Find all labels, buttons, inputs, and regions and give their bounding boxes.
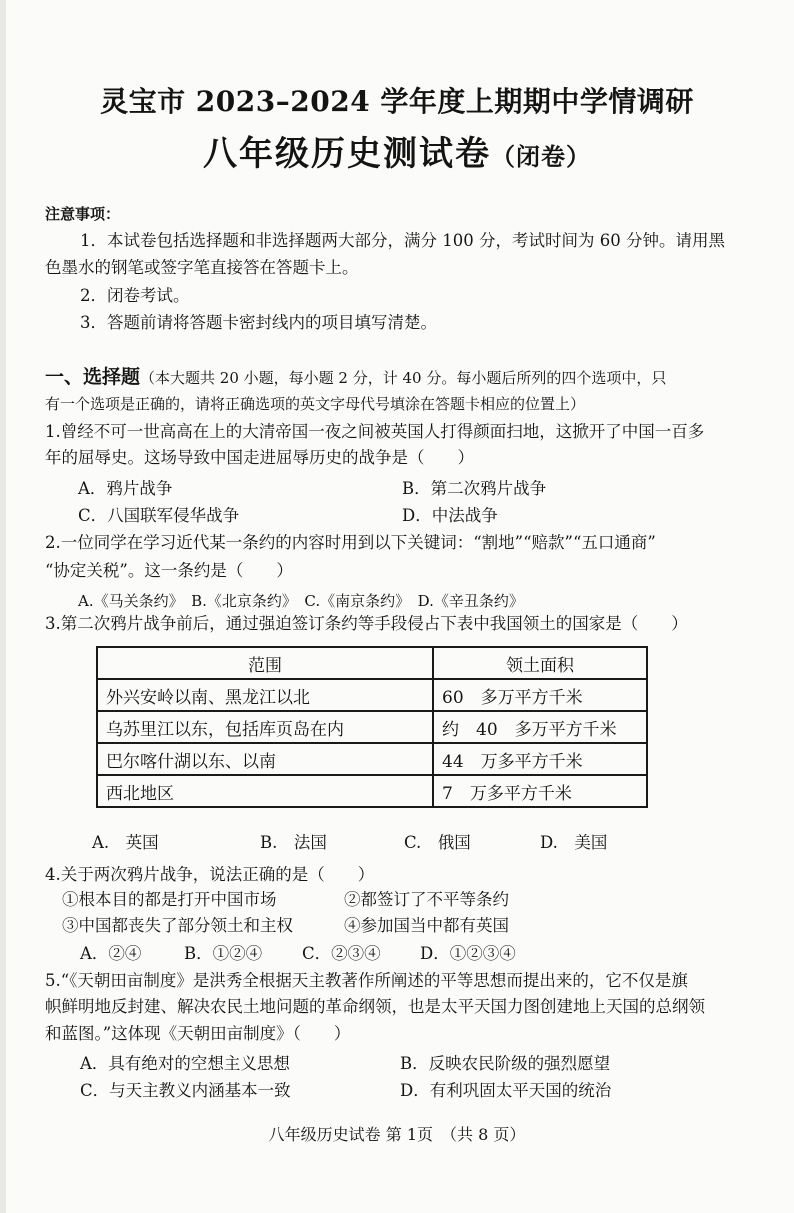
q5-option-a: A．具有绝对的空想主义思想 <box>80 1054 290 1073</box>
table-header-area: 领土面积 <box>433 647 647 679</box>
table-header-range: 范围 <box>97 647 433 679</box>
notes-item-2: 2．闭卷考试。 <box>80 286 190 305</box>
notes-heading: 注意事项： <box>45 205 121 223</box>
notes-item-1-line-1: 1．本试卷包括选择题和非选择题两大部分，满分 100 分，考试时间为 60 分钟。请用黑 <box>80 231 725 250</box>
q5-option-b: B．反映农民阶级的强烈愿望 <box>400 1054 611 1073</box>
table-cell-area: 约 40 多万平方千米 <box>433 711 647 743</box>
table-row <box>97 679 647 711</box>
territory-table <box>96 646 648 808</box>
q1-option-d: D．中法战争 <box>402 506 498 525</box>
q3-option-d: D. 美国 <box>540 833 608 852</box>
q5-line-2: 帜鲜明地反封建、解决农民土地问题的革命纲领，也是太平天国力图创建地上天国的总纲领 <box>45 997 705 1016</box>
q1-line-2: 年的屈辱史。这场导致中国走进屈辱历史的战争是（ ） <box>45 448 474 467</box>
q5-line-3: 和蓝图。”这体现《天朝田亩制度》（ ） <box>45 1024 351 1043</box>
exam-title-main: 八年级历史测试卷 <box>203 134 491 174</box>
table-cell-range: 外兴安岭以南、黑龙江以北 <box>97 679 433 711</box>
q4-option-b: B．①②④ <box>184 944 263 963</box>
table-row <box>97 711 647 743</box>
q4-option-c: C．②③④ <box>302 944 381 963</box>
q1-option-b: B．第二次鸦片战争 <box>402 479 547 498</box>
q3-option-b: B. 法国 <box>260 833 327 852</box>
q4-option-a: A．②④ <box>80 944 142 963</box>
q4-statement-1: ①根本目的都是打开中国市场 <box>62 890 277 909</box>
q5-option-c: C．与天主教义内涵基本一致 <box>80 1081 291 1100</box>
page-footer: 八年级历史试卷 第 1页 （共 8 页） <box>268 1125 526 1144</box>
exam-title-line2 <box>0 126 794 175</box>
notes-item-1-line-2: 色墨水的钢笔或签字笔直接答在答题卡上。 <box>45 258 359 277</box>
table-cell-range: 乌苏里江以东，包括库页岛在内 <box>97 711 433 743</box>
exam-title-line1: 灵宝市 2023–2024 学年度上期期中学情调研 <box>100 85 694 118</box>
q2-line-1: 2.一位同学在学习近代某一条约的内容时用到以下关键词：“割地”“赔款”“五口通商” <box>45 533 656 552</box>
table-row <box>97 743 647 775</box>
q1-line-1: 1.曾经不可一世高高在上的大清帝国一夜之间被英国人打得颜面扫地，这掀开了中国一百多 <box>45 422 705 441</box>
table-row <box>97 775 647 807</box>
q4-line-1: 4.关于两次鸦片战争，说法正确的是（ ） <box>45 865 375 884</box>
q2-options: A.《马关条约》 B.《北京条约》 C.《南京条约》 D.《辛丑条约》 <box>78 592 524 610</box>
q3-option-c: C. 俄国 <box>404 833 471 852</box>
table-cell-range: 巴尔喀什湖以东、以南 <box>97 743 433 775</box>
q4-statement-4: ④参加国当中都有英国 <box>344 916 509 935</box>
section-1-title: 一、选择题 <box>45 366 141 388</box>
table-cell-area: 44 万多平方千米 <box>433 743 647 775</box>
table-cell-range: 西北地区 <box>97 775 433 807</box>
q3-option-a: A. 英国 <box>92 833 159 852</box>
q4-statement-3: ③中国都丧失了部分领土和主权 <box>62 916 293 935</box>
q5-option-d: D．有利巩固太平天国的统治 <box>400 1081 612 1100</box>
section-1-note-line-2: 有一个选项是正确的，请将正确选项的英文字母代号填涂在答题卡相应的位置上） <box>45 395 586 413</box>
q2-line-2: “协定关税”。这一条约是（ ） <box>45 561 293 580</box>
notes-item-3: 3．答题前请将答题卡密封线内的项目填写清楚。 <box>80 313 437 332</box>
table-cell-area: 60 多万平方千米 <box>433 679 647 711</box>
section-1-header <box>45 366 666 389</box>
q1-option-c: C．八国联军侵华战争 <box>78 506 240 525</box>
table-header-row <box>97 647 647 679</box>
q4-statement-2: ②都签订了不平等条约 <box>344 890 509 909</box>
exam-title-sub: （闭卷） <box>491 142 591 171</box>
scan-edge <box>0 0 6 1213</box>
table-cell-area: 7 万多平方千米 <box>433 775 647 807</box>
q5-line-1: 5.“《天朝田亩制度》是洪秀全根据天主教著作所阐述的平等思想而提出来的，它不仅是旗 <box>45 971 688 990</box>
q1-option-a: A．鸦片战争 <box>78 479 173 498</box>
q3-line-1: 3.第二次鸦片战争前后，通过强迫签订条约等手段侵占下表中我国领土的国家是（ ） <box>45 614 688 633</box>
section-1-note-line-1: （本大题共 20 小题，每小题 2 分，计 40 分。每小题后所列的四个选项中，只 <box>140 369 667 387</box>
q4-option-d: D．①②③④ <box>420 944 516 963</box>
